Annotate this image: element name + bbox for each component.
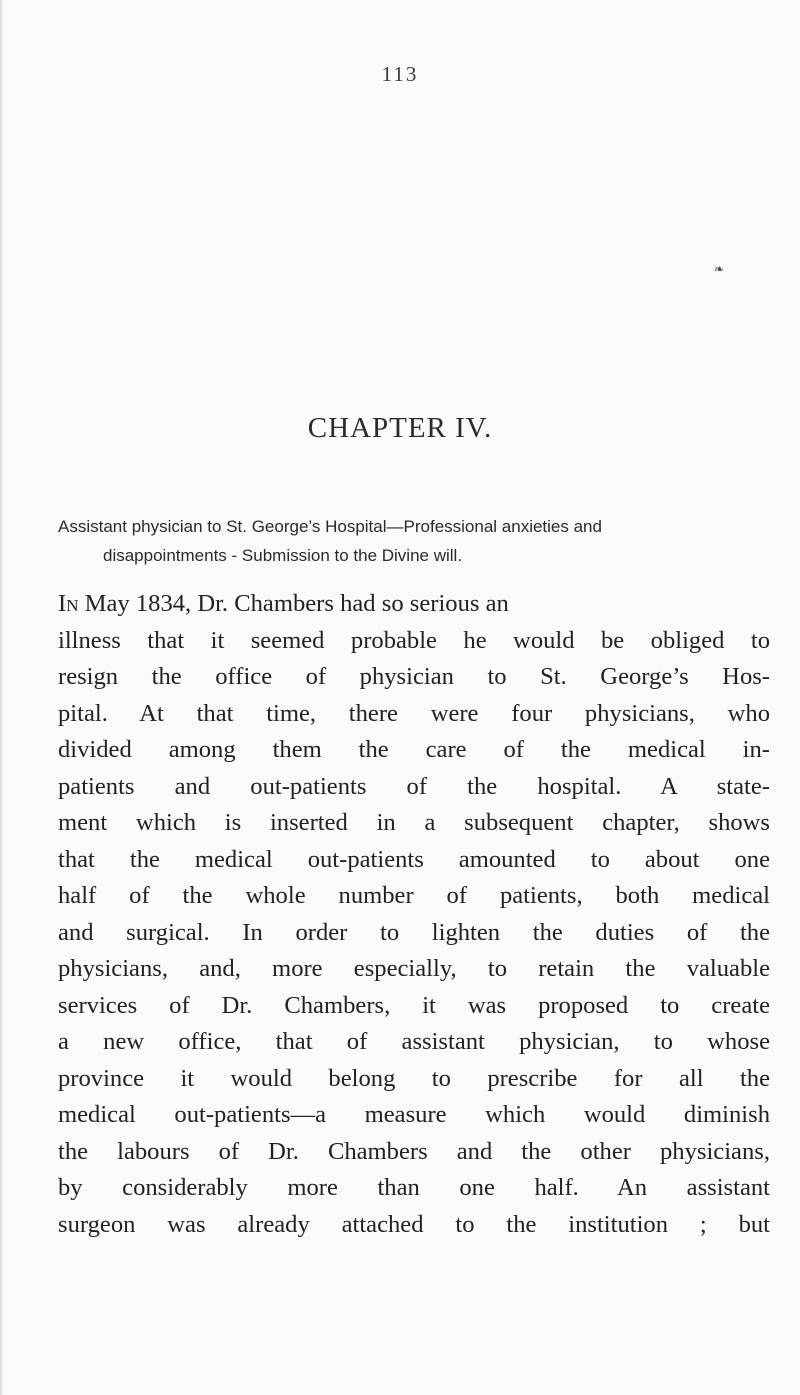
body-line: half of the whole number of patients, both medical — [58, 882, 770, 909]
body-line: divided among them the care of the medical in- — [58, 736, 770, 763]
body-line: illness that it seemed probable he would be obliged to — [58, 626, 770, 654]
body-line: a new office, that of assistant physician, to whose — [58, 1028, 770, 1055]
body-line: that the medical out-patients amounted to about one — [58, 845, 770, 873]
body-line: physicians, and, more especially, to retain the valuable — [58, 955, 770, 982]
body-line: resign the office of physician to St. George’s Hos- — [58, 663, 770, 690]
page-spine-shadow — [0, 0, 3, 1395]
body-line: pital. At that time, there were four physicians, who — [58, 699, 770, 727]
body-line: province it would belong to prescribe for all the — [58, 1064, 770, 1092]
body-paragraph — [58, 586, 770, 1243]
synopsis-line: disappointments - Submission to the Divine will. — [103, 546, 463, 565]
printer-mark: ❧ — [714, 262, 725, 276]
body-line: medical out-patients—a measure which would diminish — [58, 1101, 770, 1128]
chapter-synopsis — [58, 512, 770, 570]
body-line: by considerably more than one half. An assistant — [58, 1174, 770, 1201]
body-line: and surgical. In order to lighten the duties of the — [58, 918, 770, 946]
drop-initial: In — [58, 590, 79, 617]
chapter-heading: CHAPTER IV. — [307, 412, 493, 444]
body-line: ment which is inserted in a subsequent chapter, shows — [58, 809, 770, 836]
body-line: patients and out-patients of the hospital. A state- — [58, 772, 770, 800]
body-line — [58, 586, 770, 623]
body-line: the labours of Dr. Chambers and the other physicians, — [58, 1137, 770, 1165]
synopsis-line: Assistant physician to St. George’s Hospital—Professional anxieties and — [58, 517, 602, 536]
body-line: services of Dr. Chambers, it was proposed to create — [58, 991, 770, 1019]
body-line: surgeon was already attached to the institution ; but — [58, 1210, 770, 1238]
page-number: 113 — [381, 62, 419, 86]
body-line-text: May 1834, Dr. Chambers had so serious an — [78, 590, 509, 617]
